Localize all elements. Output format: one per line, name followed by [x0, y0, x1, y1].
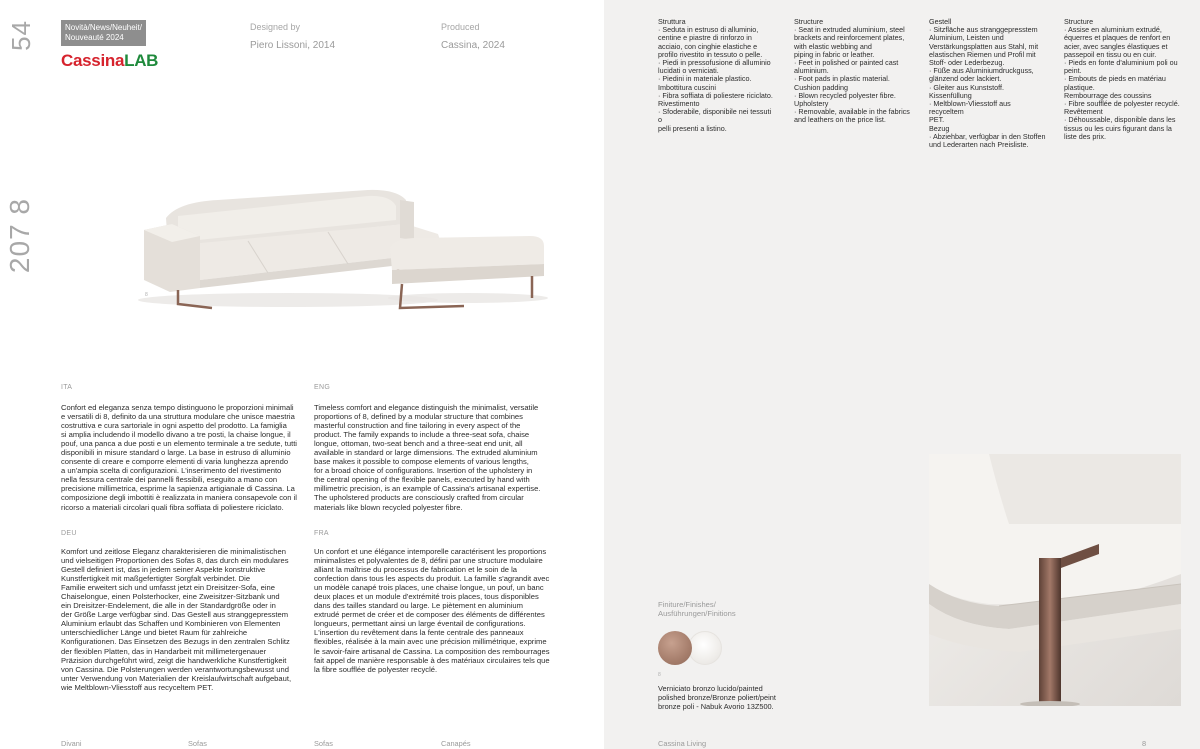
spec-line: und Lederarten nach Preisliste.: [929, 140, 1029, 150]
spec-line: Verstärkungsplatten aus Stahl, mit: [929, 41, 1039, 51]
spec-line: · Feet in polished or painted cast: [794, 58, 899, 68]
text-line: Komfort und zeitlose Eleganz charakterisieren die minimalistischen: [61, 547, 286, 556]
text-line: der flexiblen Platten, das in Handarbeit mit millimetergenauer: [61, 646, 267, 656]
finish-caption-line: Verniciato bronzo lucido/painted: [658, 684, 763, 693]
text-line: proportions of 8, defined by a modular structure that combines: [314, 412, 523, 422]
sofa-photo: [138, 180, 558, 320]
text-line: consente di creare e comporre elementi di varia lunghezza aprendo: [61, 457, 289, 467]
text-line: dans des tailles standard ou large. Le piètement en aluminium: [314, 601, 523, 611]
text-line: alliant la maîtrise du processus de fabrication et le soin de la: [314, 565, 518, 575]
text-line: longue, ottoman, two-seat bench and a three-seat end unit, all: [314, 439, 523, 449]
footer-section-eng: Sofas: [188, 739, 207, 748]
text-line: flexibles, réalisée à la main avec une précision millimétrique, exprime: [314, 637, 547, 647]
footer-section-deu: Sofas: [314, 739, 333, 748]
text-line: masterful construction and fine tailoring in every aspect of the: [314, 421, 521, 431]
logo-lab: LAB: [124, 51, 159, 70]
section-label-fra: FRA: [314, 530, 329, 537]
text-line: le savoir-faire artisanal de Cassina. La composition des rembourrages: [314, 646, 550, 656]
spec-line: brackets and reinforcement plates,: [794, 33, 905, 43]
text-line: disponibili in misure standard o large. La base in estruso di alluminio: [61, 448, 291, 458]
text-line: e versatili di 8, definito da una struttura modulare che unisce maestria: [61, 412, 295, 422]
spec-line: · Blown recycled polyester fibre.: [794, 90, 896, 100]
spec-line: Imbottitura cuscini: [658, 82, 716, 92]
spec-line: Gestell: [929, 17, 952, 26]
text-line: base makes it possible to compose elements of various lengths,: [314, 457, 529, 467]
text-line: pouf, una panca a due posti e un elemento terminale a tre sedute, tutti: [61, 439, 297, 449]
spec-line: · Fibra soffiata di poliestere riciclato.: [658, 90, 773, 100]
text-fra: [314, 547, 554, 674]
text-line: Konfigurationen. Das Einsetzen des Bezugs in den zentralen Schlitz: [61, 637, 290, 647]
text-line: Familie erweitert sich und umfasst jetzt ein Dreisitzer-Sofa, eine: [61, 583, 275, 593]
finishes-label: [658, 600, 768, 618]
text-line: Chaiselongue, einen Polsterhocker, eine Zweisitzer-Sitzbank und: [61, 592, 280, 602]
spec-line: liste des prix.: [1064, 131, 1106, 141]
spec-line: Struttura: [658, 17, 686, 26]
text-line: available in standard or large dimensions. The extruded aluminium: [314, 448, 538, 458]
finishes-label-line: Ausführungen/Finitions: [658, 609, 736, 619]
text-line: L'insertion du revêtement dans la fente centrale des panneaux: [314, 628, 524, 638]
text-line: si amplia includendo il modello divano a tre posti, la chaise longue, il: [61, 430, 291, 440]
finish-figure-number: 8: [658, 672, 661, 678]
footer-section-fra: Canapés: [441, 739, 471, 748]
spec-line: · Seat in extruded aluminium, steel: [794, 25, 905, 35]
spec-line: Rembourrage des coussins: [1064, 90, 1152, 100]
text-line: product. The family expands to include a three-seat sofa, chaise: [314, 430, 530, 440]
spec-line: · Sitzfläche aus stranggepresstem: [929, 25, 1038, 35]
spec-column-ita: [658, 18, 776, 133]
spec-line: peint.: [1064, 66, 1082, 76]
text-line: a un'ampia scelta di configurazioni. L'inserimento del rivestimento: [61, 466, 282, 476]
footer-page-number: 8: [1142, 739, 1147, 748]
spec-column-eng: [794, 18, 912, 125]
text-line: for a broad choice of configurations. Insertion of the upholstery in: [314, 466, 533, 476]
text-line: precisione millimetrica, esprime la sapienza artigianale di Cassina. La: [61, 484, 295, 494]
text-line: un modèle canapé trois places, une chaise longue, un pouf, un banc: [314, 583, 544, 593]
cassina-lab-logo: [61, 52, 158, 69]
spec-line: acciaio, con cinghie elastiche e: [658, 41, 758, 51]
spec-line: plastique.: [1064, 82, 1095, 92]
text-line: longueurs, permettant ainsi un large éventail de configurations.: [314, 619, 526, 629]
producer-name: Cassina, 2024: [441, 40, 505, 51]
text-line: fait appel de manière responsable à des matériaux circulaires tels que: [314, 655, 550, 665]
spec-line: · Embouts de pieds en matériau: [1064, 74, 1166, 84]
produced-label: Produced: [441, 22, 480, 32]
spec-column-fra: [1064, 18, 1182, 141]
spec-line: · Piedi in pressofusione di alluminio: [658, 58, 771, 68]
detail-photo: [929, 454, 1181, 706]
text-line: Aluminium erlaubt das Schaffen und Kombinieren von Elementen: [61, 619, 281, 629]
text-line: materials like blown recycled polyester fibre.: [314, 502, 463, 512]
spec-line: équerres et plaques de renfort en: [1064, 33, 1171, 43]
page-number: 54: [6, 20, 36, 51]
spec-line: glänzend oder lackiert.: [929, 74, 1002, 84]
spec-line: PET.: [929, 115, 945, 125]
spec-line: pelli presenti a listino.: [658, 123, 727, 133]
spec-line: · Seduta in estruso di alluminio,: [658, 25, 759, 35]
spec-line: and leathers on the price list.: [794, 115, 886, 125]
spec-line: · Abziehbar, verfügbar in den Stoffen: [929, 131, 1046, 141]
text-line: extrudé permet de créer et de composer des éléments de différentes: [314, 610, 545, 620]
text-line: ricorso a materiali circolari quali fibra soffiata di poliestere riciclato.: [61, 502, 284, 512]
spec-line: elastischen Riemen und Profil mit: [929, 49, 1036, 59]
section-label-ita: ITA: [61, 384, 73, 391]
spec-line: Kissenfüllung: [929, 90, 972, 100]
spec-line: · Gleiter aus Kunststoff.: [929, 82, 1004, 92]
section-label-deu: DEU: [61, 530, 77, 537]
spec-line: Structure: [1064, 17, 1094, 26]
text-line: Präzision durchgeführt wird, zeigt die handwerkliche Kunstfertigkeit: [61, 655, 287, 665]
text-line: unter Verwendung von Materialien der Kreislaufwirtschaft aufgebaut,: [61, 673, 292, 683]
text-line: Timeless comfort and elegance distinguish the minimalist, versatile: [314, 403, 539, 412]
designed-by-label: Designed by: [250, 22, 301, 32]
text-line: Gestell definiert ist, das in jedem seiner Aspekte konstruktive: [61, 565, 266, 575]
spec-line: · Déhoussable, disponible dans les: [1064, 115, 1176, 125]
text-line: confection dans tous les aspects du produit. La famille s'agrandit avec: [314, 574, 550, 584]
spec-line: Stoff- oder Lederbezug.: [929, 58, 1005, 68]
footer-collection-title: Cassina Living: [658, 739, 707, 748]
figure-number: 8: [145, 292, 148, 298]
text-line: The upholstered products are consciously crafted from circular: [314, 493, 524, 503]
spec-line: · Füße aus Aluminiumdruckguss,: [929, 66, 1034, 76]
text-line: la fibre soufflée de polyester recyclé.: [314, 664, 438, 674]
spec-line: aluminium.: [794, 66, 829, 76]
spec-line: centine e piastre di rinforzo in: [658, 33, 752, 43]
text-line: wie Meltblown-Vliesstoff aus recyceltem PET.: [61, 682, 214, 692]
badge-line: Nouveauté 2024: [65, 33, 124, 42]
text-line: deux places et un module d'extrémité trois places, tous disponibles: [314, 592, 539, 602]
text-line: nella fessura centrale dei pannelli flessibili, eseguito a mano con: [61, 475, 278, 485]
spec-line: · Sfoderabile, disponibile nei tessuti o: [658, 107, 772, 125]
text-line: millimetric precision, is an example of Cassina's artisanal expertise.: [314, 484, 541, 494]
text-line: und vielseitigen Proportionen des Sofas 8, das durch ein modulares: [61, 556, 289, 566]
text-line: ein Dreisitzer-Endelement, die alle in der Standardgröße oder in: [61, 601, 276, 611]
text-line: minimalistes et polyvalentes de 8, défini par une structure modulaire: [314, 556, 543, 566]
spec-line: Cushion padding: [794, 82, 848, 92]
text-line: unterschiedlicher Länge und bietet Raum für zahlreiche: [61, 628, 248, 638]
text-ita: [61, 403, 301, 512]
text-line: von Cassina. Die Polsterungen werden verantwortungsbewusst und: [61, 664, 289, 674]
spec-line: profilo rivestito in tessuto o pelle.: [658, 49, 763, 59]
spec-line: · Fibre soufflée de polyester recyclé.: [1064, 99, 1180, 109]
text-eng: [314, 403, 554, 512]
text-line: Kunstfertigkeit mit maßgefertigter Sorgfalt verbindet. Die: [61, 574, 251, 584]
spec-line: · Foot pads in plastic material.: [794, 74, 890, 84]
logo-brand: Cassina: [61, 51, 125, 70]
section-label-eng: ENG: [314, 384, 331, 391]
text-line: Un confort et une élégance intemporelle caractérisent les proportions: [314, 547, 547, 556]
text-line: Confort ed eleganza senza tempo distinguono le proporzioni minimali: [61, 403, 294, 412]
news-badge: [61, 20, 146, 46]
model-name: 207 8: [4, 198, 35, 274]
spec-line: Bezug: [929, 123, 950, 133]
fabric-swatch: [688, 631, 722, 665]
bronze-swatch: [658, 631, 692, 665]
text-line: composizione degli imbottiti è realizzata in maniera consapevole con il: [61, 493, 297, 503]
badge-line: Novità/News/Neuheit/: [65, 23, 142, 32]
spec-line: with elastic webbing and: [794, 41, 872, 51]
spec-line: Aluminium, Leisten und: [929, 33, 1004, 43]
spec-line: piping in fabric or leather.: [794, 49, 875, 59]
spec-line: tissus ou les cuirs figurant dans la: [1064, 123, 1172, 133]
text-line: the central opening of the flexible panels, executed by hand with: [314, 475, 530, 485]
spec-line: Upholstery: [794, 99, 829, 109]
spec-line: · Piedini in materiale plastico.: [658, 74, 752, 84]
spec-line: Rivestimento: [658, 99, 700, 109]
finish-caption: [658, 684, 788, 712]
spec-line: · Removable, available in the fabrics: [794, 107, 910, 117]
designer-name: Piero Lissoni, 2014: [250, 40, 336, 51]
spec-line: Revêtement: [1064, 107, 1103, 117]
finishes-label-line: Finiture/Finishes/: [658, 600, 716, 609]
spec-line: acier, avec sangles élastiques et: [1064, 41, 1168, 51]
spec-column-deu: [929, 18, 1047, 149]
footer-section-ita: Divani: [61, 739, 82, 748]
finish-caption-line: polished bronze/Bronze poliert/peint: [658, 693, 776, 703]
spec-line: · Assise en aluminium extrudé,: [1064, 25, 1162, 35]
text-line: der Größe Large verfügbar sind. Das Gestell aus stranggepresstem: [61, 610, 289, 620]
spec-line: · Pieds en fonte d'aluminium poli ou: [1064, 58, 1178, 68]
text-deu: [61, 547, 301, 692]
spec-line: passepoil en tissu ou en cuir.: [1064, 49, 1157, 59]
spec-line: lucidati o verniciati.: [658, 66, 719, 76]
spec-line: Structure: [794, 17, 824, 26]
text-line: costruttiva e cura sartoriale in ogni aspetto del prodotto. La famiglia: [61, 421, 287, 431]
spec-line: · Meltblown-Vliesstoff aus recyceltem: [929, 99, 1011, 117]
finish-caption-line: bronze poli - Nabuk Avorio 13Z500.: [658, 702, 774, 712]
